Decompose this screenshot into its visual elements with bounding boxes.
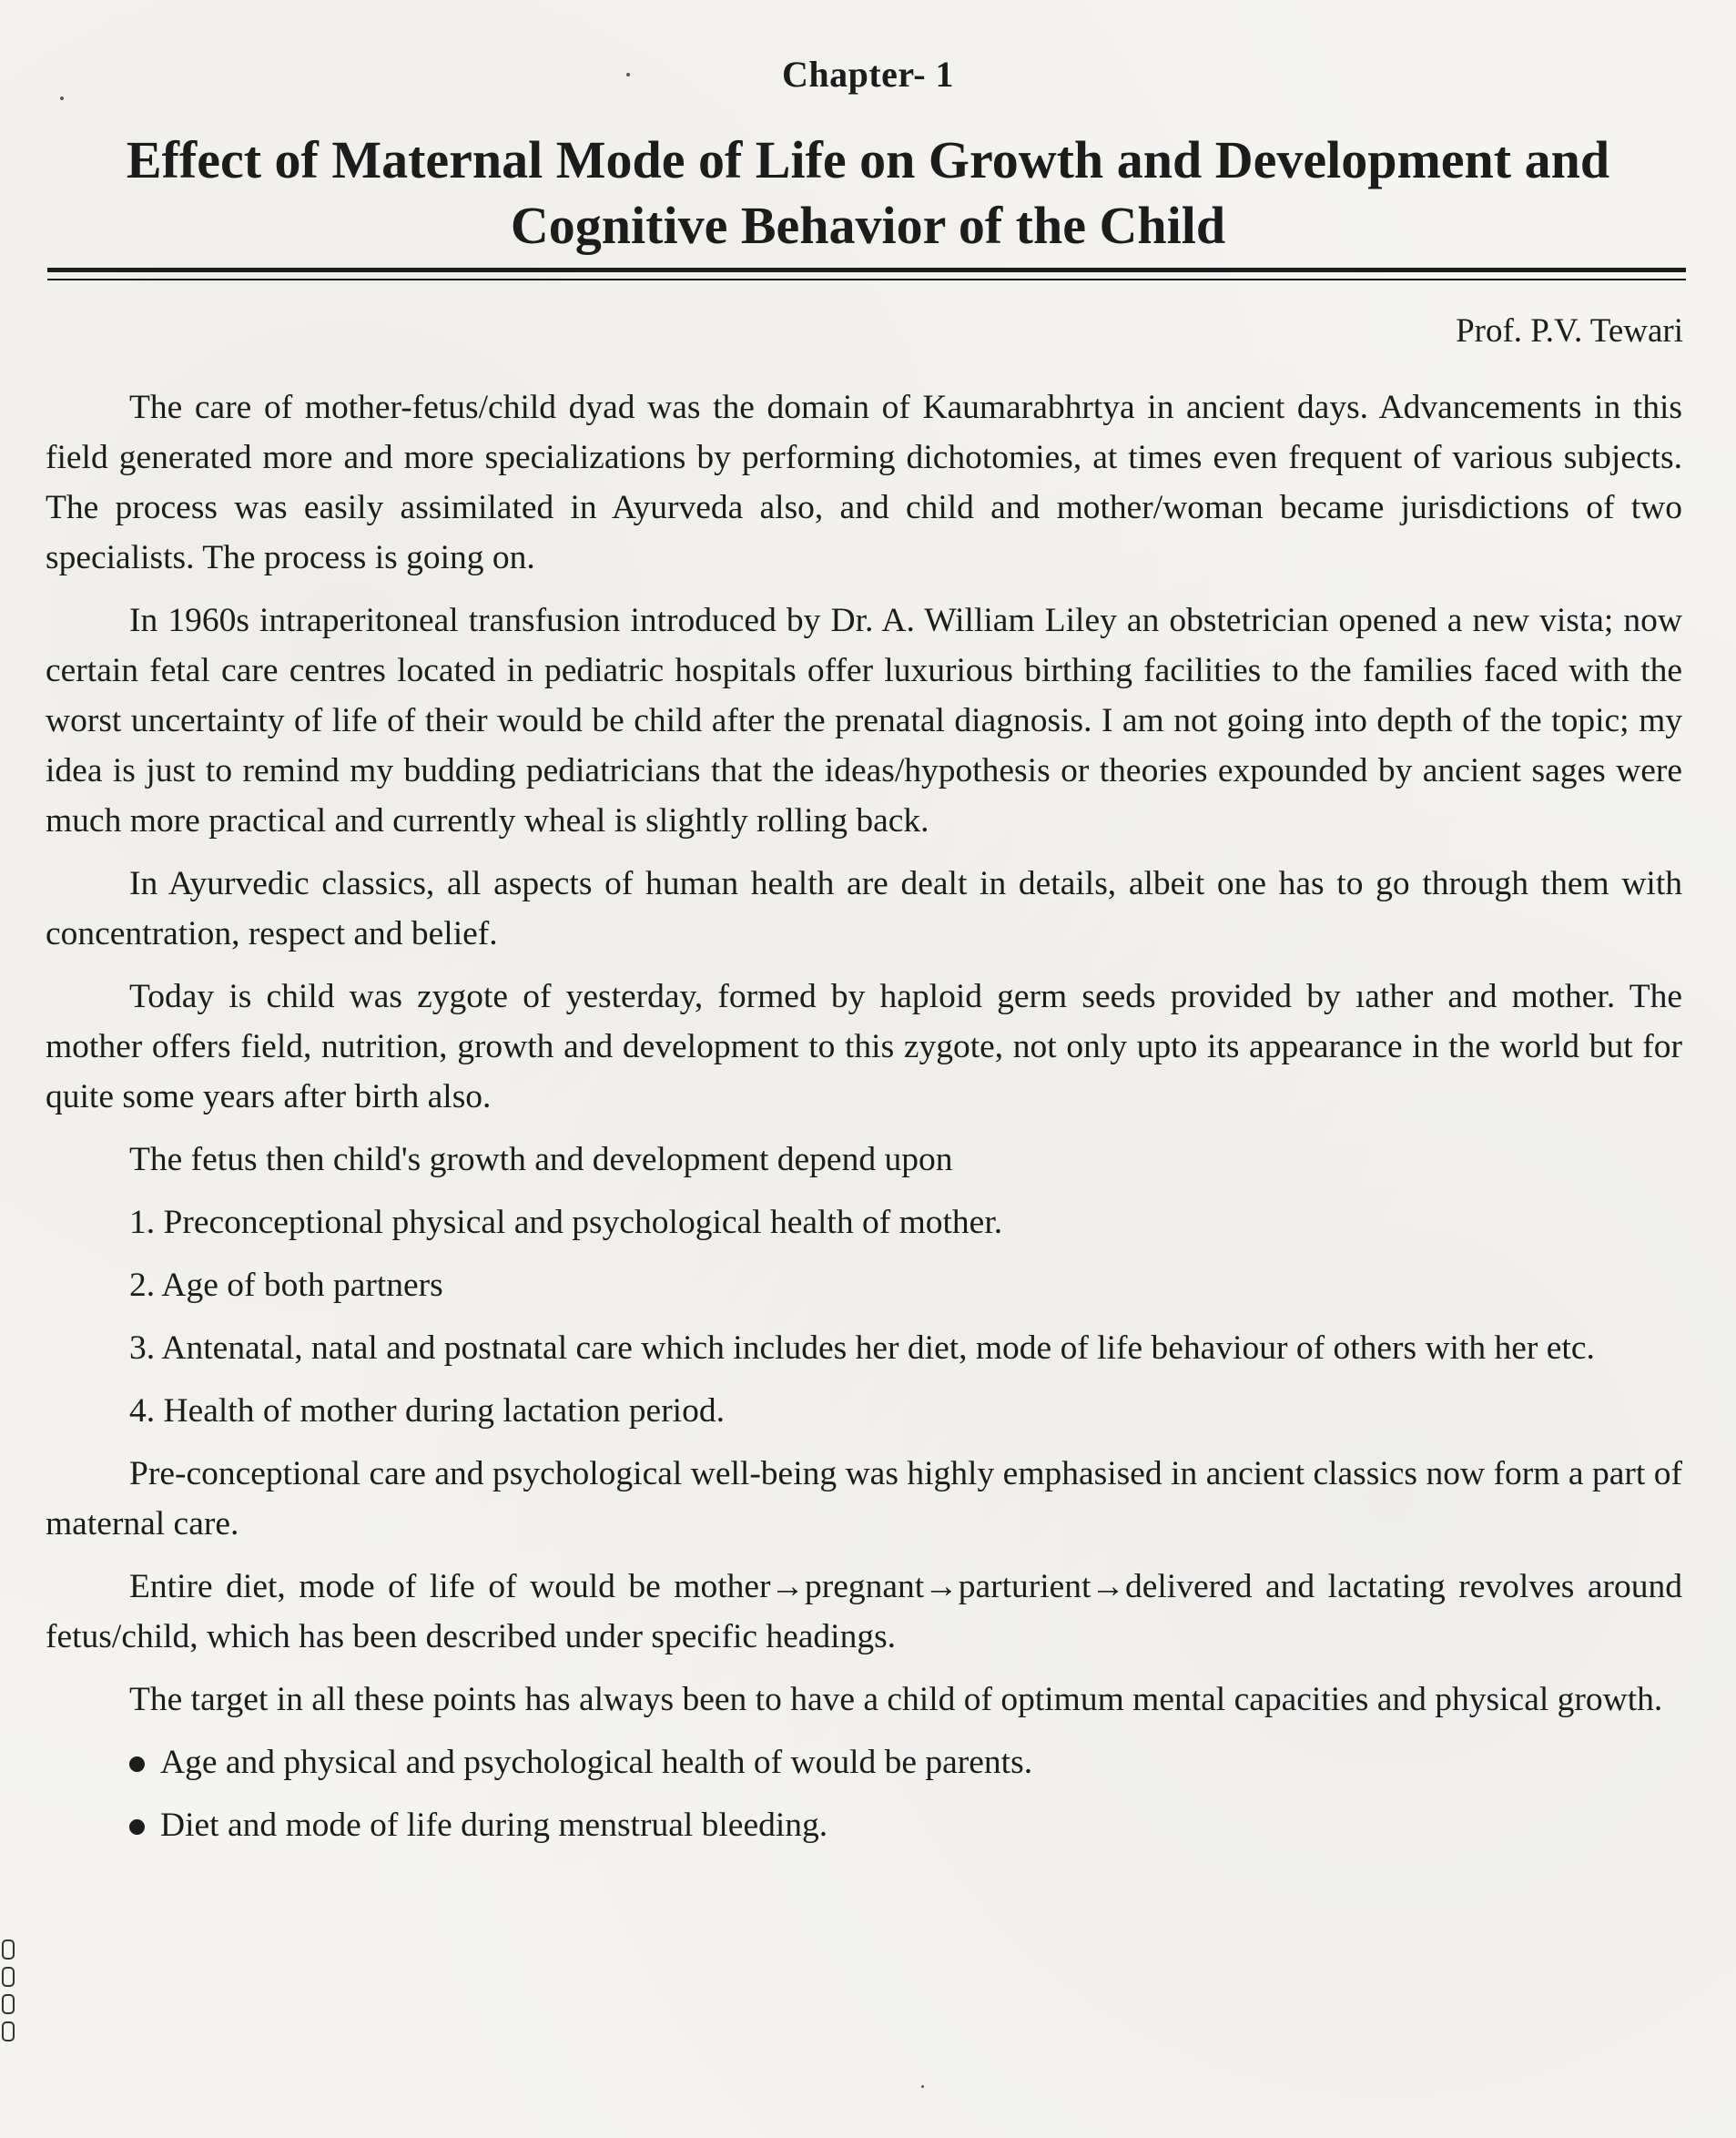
list-item: 2. Age of both partners [129,1267,443,1304]
paragraph: Entire diet, mode of life of would be mother→pregnant→parturient→delivered and lactating revolves around fetus/child, which has been described under specific headings. [46,1568,1682,1655]
paragraph: The care of mother-fetus/child dyad was the domain of Kaumarabhrtya in ancient days. Advancements in this field generated more and more specializations by performing dichotomies, at times even frequent of various subjects. The process was easily assimilated in Ayurveda also, and child and mother/woman became jurisdictions of two specialists. The process is going on. [46,389,1682,576]
bullet-item [46,1800,1682,1850]
numbered-list [46,1197,1682,1436]
bullet-dot-icon [129,1819,145,1835]
paragraph: In 1960s intraperitoneal transfusion introduced by Dr. A. William Liley an obstetrician opened a new vista; now certain fetal care centres located in pediatric hospitals offer luxurious birthing facilities to the families faced with the worst uncertainty of life of their would be child after the prenatal diagnosis. I am not going into depth of the topic; my idea is just to remind my budding pediatricians that the ideas/hypothesis or theories expounded by ancient sages were much more practical and currently wheal is slightly rolling back. [46,602,1682,840]
paragraph: The fetus then child's growth and development depend upon [129,1141,953,1178]
bullet-dot-icon [129,1756,145,1772]
chapter-title: Effect of Maternal Mode of Life on Growth and Development and Cognitive Behavior of the Child [126,130,1610,255]
bullet-list [46,1737,1682,1850]
paragraph: The target in all these points has always been to have a child of optimum mental capacities and physical growth. [129,1681,1663,1718]
author-name: Prof. P.V. Tewari [1456,312,1683,350]
chapter-label: Chapter- 1 [781,54,955,95]
body-text [46,382,1682,1863]
scan-speck [921,2085,924,2088]
scan-speck [626,73,630,76]
paragraph: In Ayurvedic classics, all aspects of human health are dealt in details, albeit one has to go through them with concentration, respect and belief. [46,865,1682,952]
scan-margin-mark [2,1939,15,2067]
bullet-text: Diet and mode of life during menstrual bleeding. [160,1807,828,1844]
title-rule-thick [47,268,1686,272]
bullet-item [46,1737,1682,1787]
list-item: 3. Antenatal, natal and postnatal care which includes her diet, mode of life behaviour of others with her etc. [129,1329,1595,1367]
list-item: 4. Health of mother during lactation period. [129,1392,725,1430]
paragraph: Today is child was zygote of yesterday, formed by haploid germ seeds provided by ıather and mother. The mother offers field, nutrition, growth and development to this zygote, not only upto its appearance in the world but for quite some years after birth also. [46,978,1682,1115]
list-item: 1. Preconceptional physical and psychological health of mother. [129,1204,1003,1241]
bullet-text: Age and physical and psychological health of would be parents. [160,1744,1033,1781]
title-rule-thin [47,279,1686,280]
scan-speck [60,97,64,100]
paragraph: Pre-conceptional care and psychological well-being was highly emphasised in ancient classics now form a part of maternal care. [46,1455,1682,1542]
